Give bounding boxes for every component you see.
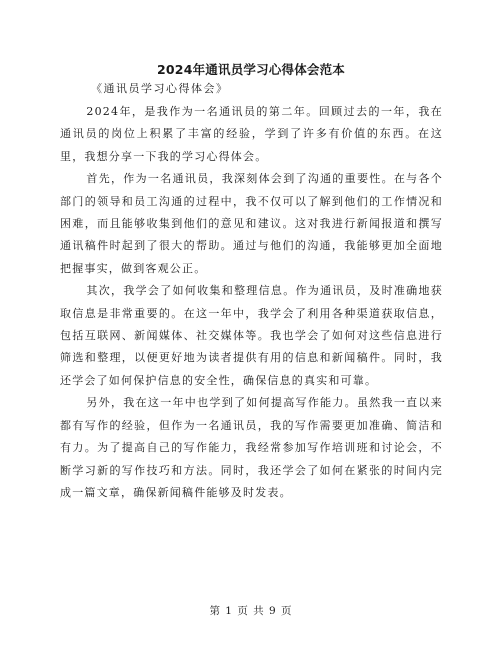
document-title: 2024年通讯员学习心得体会范本 <box>157 62 345 77</box>
paragraph-intro: 2024年，是我作为一名通讯员的第二年。回顾过去的一年，我在通讯员的岗位上积累了丰富的经验，学到了许多有价值的东西。在这里，我想分享一下我的学习心得体会。 <box>60 105 443 163</box>
document-subtitle: 《通讯员学习心得体会》 <box>91 82 229 95</box>
paragraph-writing: 另外，我在这一年中也学到了如何提高写作能力。虽然我一直以来都有写作的经验，但作为一名通讯员，我的写作需要更加准确、简洁和有力。为了提高自己的写作能力，我经常参加写作培训班和讨论会，不断学习新的写作技巧和方法。同时，我还学会了如何在紧张的时间内完成一篇文章，确保新闻稿件能够及时发表。 <box>60 396 443 499</box>
paragraph-communication: 首先，作为一名通讯员，我深刻体会到了沟通的重要性。在与各个部门的领导和员工沟通的过程中，我不仅可以了解到他们的工作情况和困难，而且能够收集到他们的意见和建议。这对我进行新闻报道和撰写通讯稿件时起到了很大的帮助。通过与他们的沟通，我能够更加全面地把握事实，做到客观公正。 <box>60 172 443 275</box>
page-number-footer: 第 1 页 共 9 页 <box>209 605 293 617</box>
document-body <box>60 101 443 504</box>
paragraph-information: 其次，我学会了如何收集和整理信息。作为通讯员，及时准确地获取信息是非常重要的。在这一年中，我学会了利用各种渠道获取信息，包括互联网、新闻媒体、社交媒体等。我也学会了如何对这些信息进行筛选和整理，以便更好地为读者提供有用的信息和新闻稿件。同时，我还学会了如何保护信息的安全性，确保信息的真实和可靠。 <box>60 284 443 387</box>
